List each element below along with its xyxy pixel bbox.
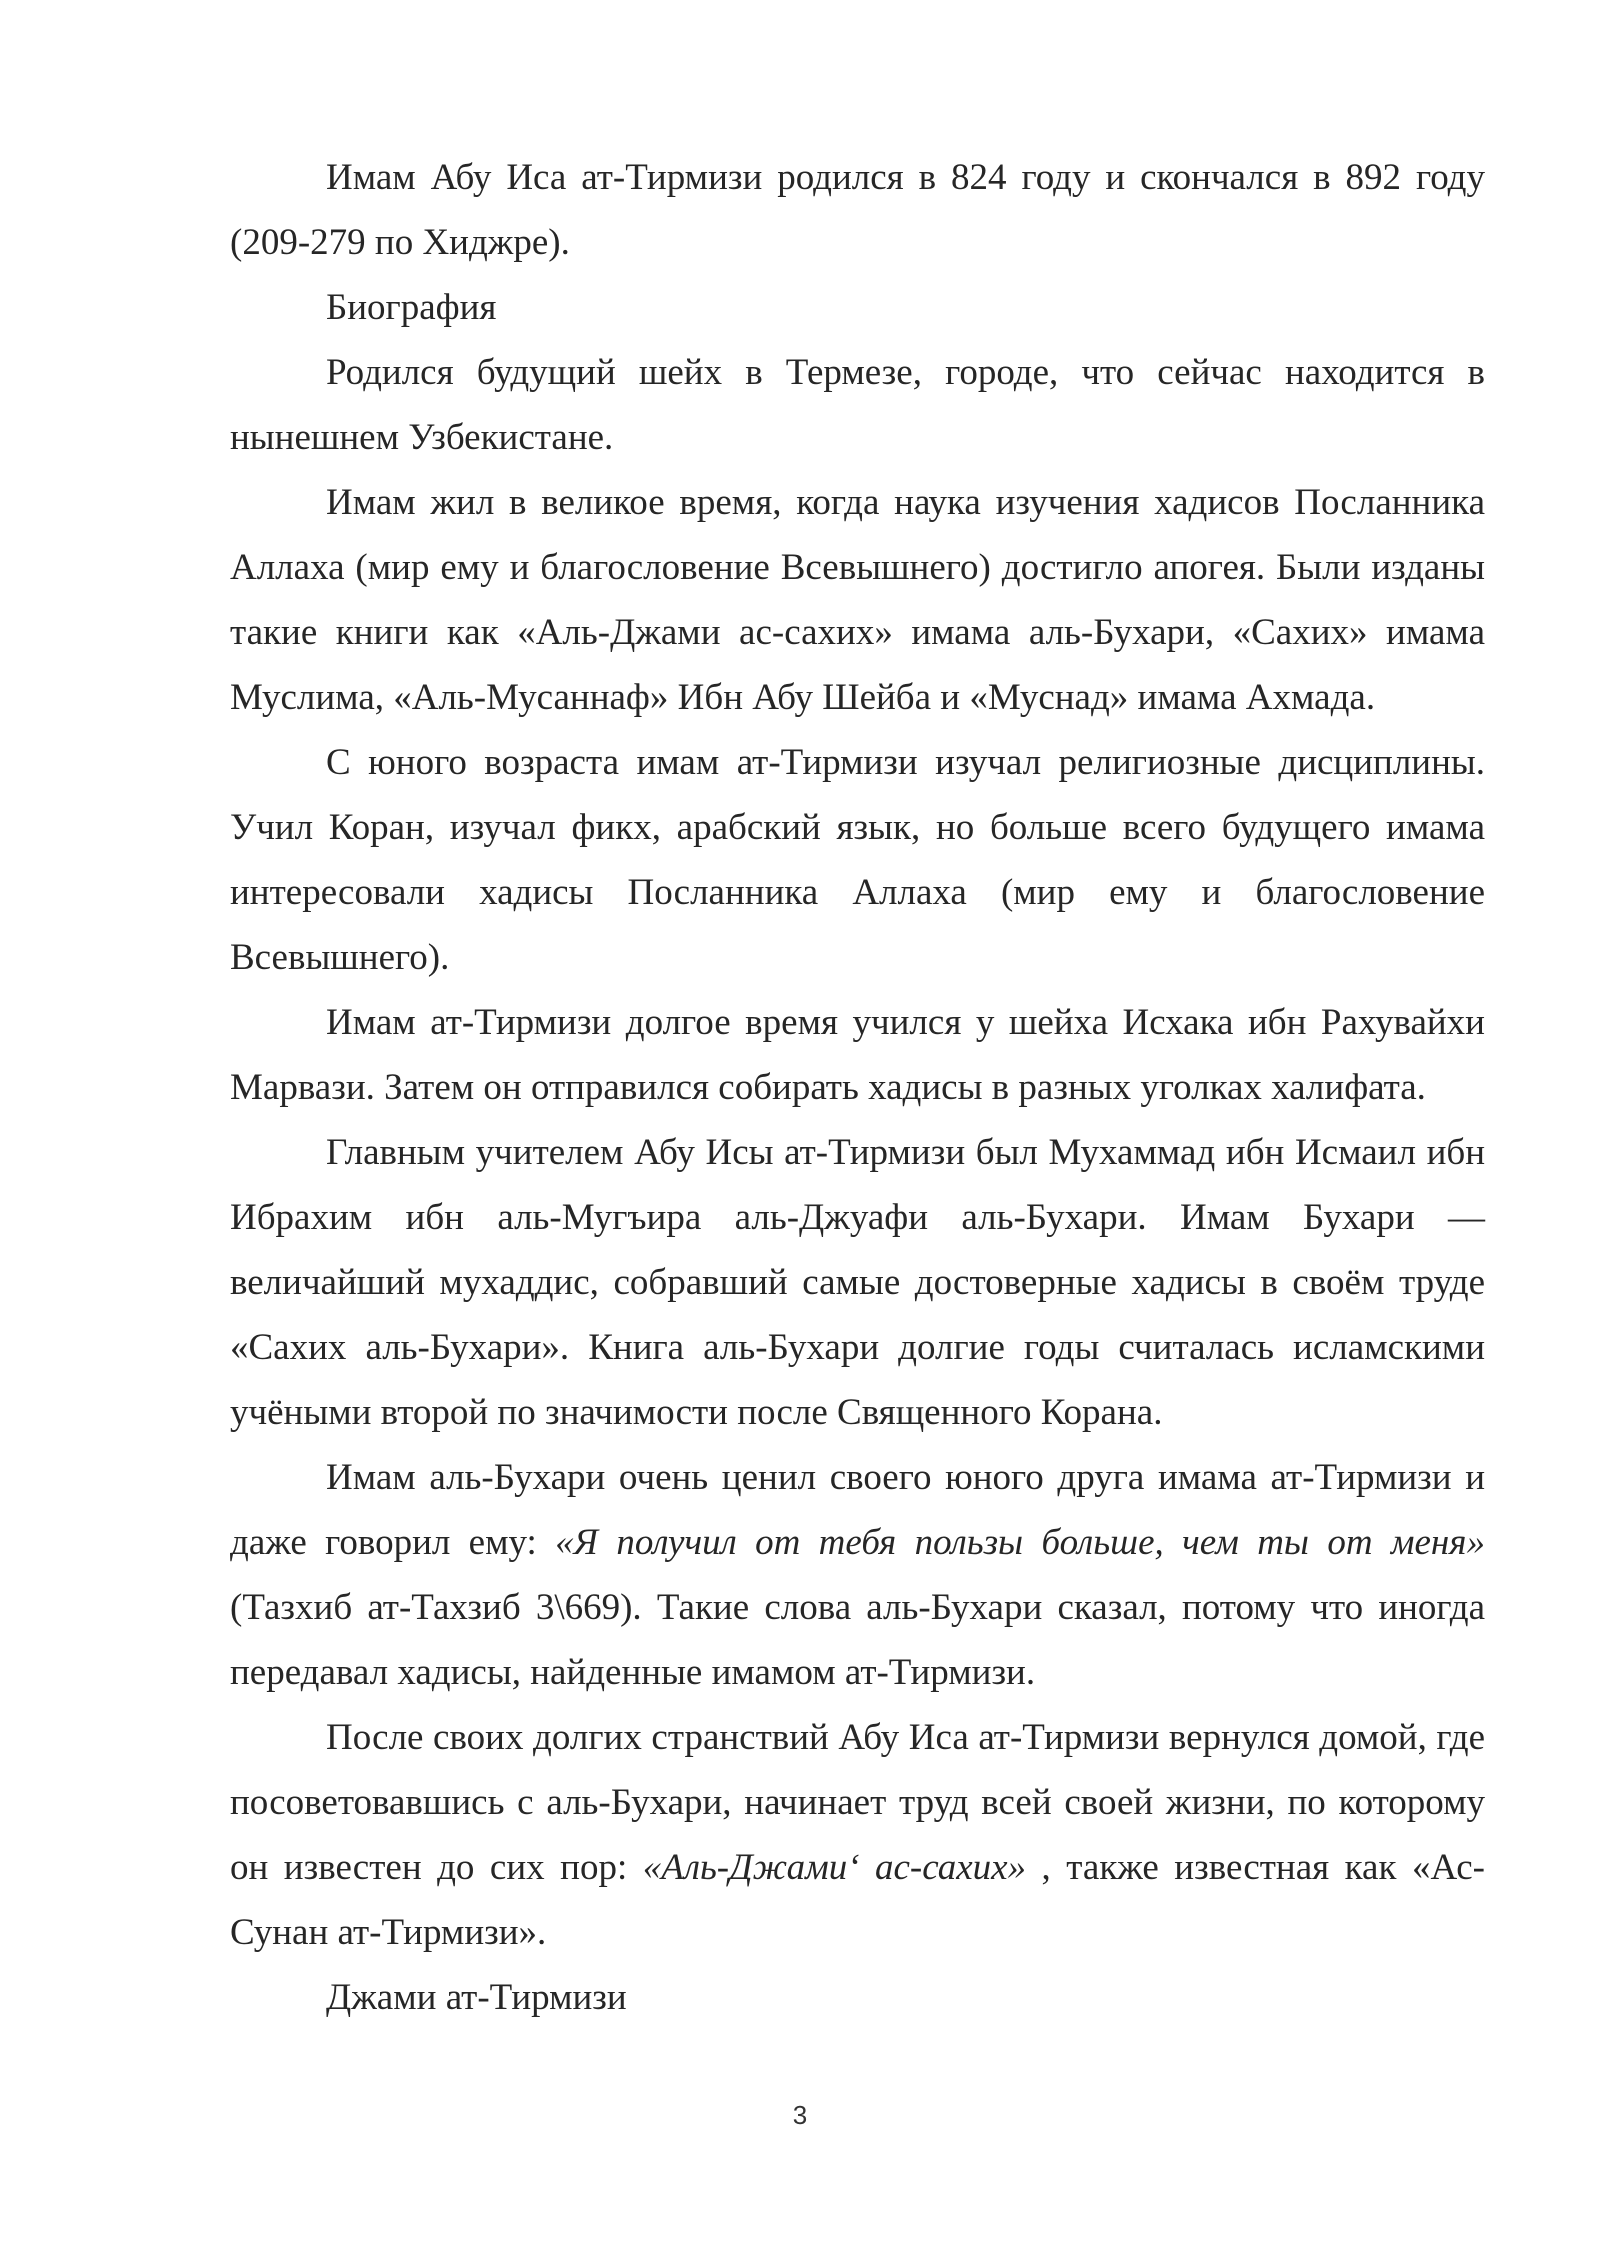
italic-quote: «Я получил от тебя пользы больше, чем ты от меня»: [555, 1522, 1485, 1563]
italic-book-title: «Аль-Джами‘ ас-сахих»: [642, 1847, 1027, 1888]
paragraph-birthplace: Родился будущий шейх в Термезе, городе, что сейчас находится в нынешнем Узбекистане.: [230, 352, 1485, 458]
paragraph-text-after-quote: (Тазхиб ат-Тахзиб 3\669). Такие слова аль-Бухари сказал, потому что иногда передавал хадисы, найденные имамом ат-Тирмизи.: [230, 1587, 1485, 1693]
paragraph-teacher-ishaq: Имам ат-Тирмизи долгое время учился у шейха Исхака ибн Рахувайхи Марвази. Затем он отправился собирать хадисы в разных уголках халифата.: [230, 1002, 1485, 1108]
heading-biography: Биография: [326, 287, 497, 328]
paragraph-teacher-bukhari: Главным учителем Абу Исы ат-Тирмизи был Мухаммад ибн Исмаил ибн Ибрахим ибн аль-Мугъира аль-Джуафи аль-Бухари. Имам Бухари — величайший мухаддис, собравший самые достоверные хадисы в своём труде «Сахих аль-Бухари». Книга аль-Бухари долгие годы считалась исламскими учёными второй по значимости после Священного Корана.: [230, 1132, 1485, 1433]
paragraph-jami-work: [230, 1705, 1485, 1965]
heading-jami-tirmidhi: Джами ат-Тирмизи: [326, 1977, 627, 2018]
paragraph-hadith-era: Имам жил в великое время, когда наука изучения хадисов Посланника Аллаха (мир ему и благословение Всевышнего) достигло апогея. Были изданы такие книги как «Аль-Джами ас-сахих» имама аль-Бухари, «Сахих» имама Муслима, «Аль-Мусаннаф» Ибн Абу Шейба и «Муснад» имама Ахмада.: [230, 482, 1485, 718]
paragraph-text-before-title: После своих долгих странствий Абу Иса ат-Тирмизи вернулся домой, где посоветовавшись с аль-Бухари, начинает труд всей своей жизни, по которому он известен до сих пор:: [230, 1717, 1485, 1888]
page-number: 3: [792, 2100, 808, 2130]
paragraph-birth-dates: Имам Абу Иса ат-Тирмизи родился в 824 году и скончался в 892 году (209-279 по Хиджре).: [230, 157, 1485, 263]
paragraph-bukhari-quote: [230, 1445, 1485, 1705]
paragraph-text-after-title: , также известная как «Ас-Сунан ат-Тирмизи».: [230, 1847, 1485, 1953]
paragraph-text-before-quote: Имам аль-Бухари очень ценил своего юного друга имама ат-Тирмизи и даже говорил ему:: [230, 1457, 1485, 1563]
document-body: [230, 145, 1485, 2030]
paragraph-early-studies: С юного возраста имам ат-Тирмизи изучал религиозные дисциплины. Учил Коран, изучал фикх, арабский язык, но больше всего будущего имама интересовали хадисы Посланника Аллаха (мир ему и благословение Всевышнего).: [230, 742, 1485, 978]
